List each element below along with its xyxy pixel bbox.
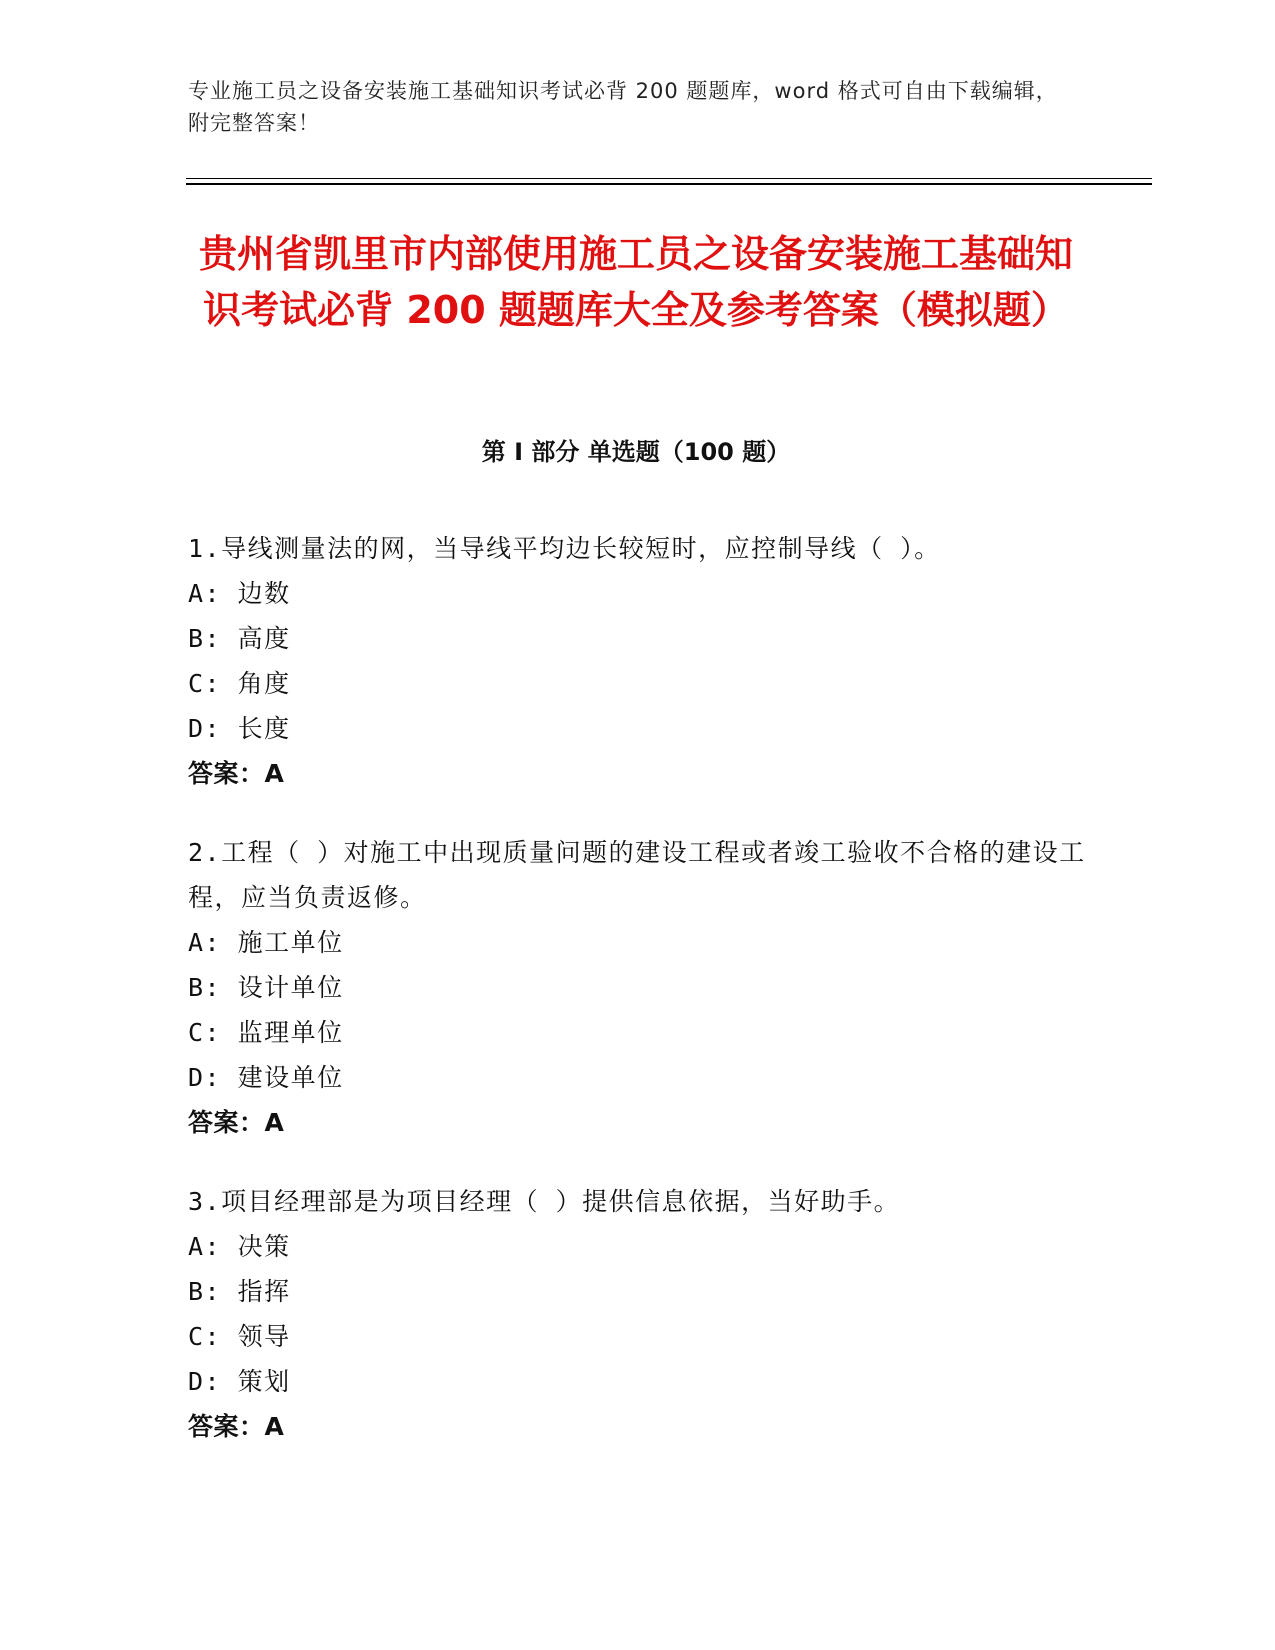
question-stem: 1.导线测量法的网，当导线平均边长较短时，应控制导线（ ）。 [188, 534, 941, 563]
answer: 答案：A [188, 1412, 285, 1441]
question-stem: 2.工程（ ）对施工中出现质量问题的建设工程或者竣工验收不合格的建设工程，应当负责返修。 [188, 838, 1086, 912]
document-title: 贵州省凯里市内部使用施工员之设备安装施工基础知识考试必背 200 题题库大全及参考答案（模拟题） [198, 232, 1073, 332]
option-b: B: 指挥 [188, 1277, 291, 1306]
option-c: C: 领导 [188, 1322, 291, 1351]
answer: 答案：A [188, 1108, 285, 1137]
question-1 [188, 526, 1088, 796]
option-d: D: 长度 [188, 714, 291, 743]
option-a: A: 决策 [188, 1232, 291, 1261]
header-divider-bottom [186, 183, 1152, 185]
answer: 答案：A [188, 759, 285, 788]
option-a: A: 施工单位 [188, 928, 344, 957]
header-divider-top [186, 178, 1152, 179]
question-3 [188, 1179, 1088, 1449]
question-2 [188, 830, 1088, 1145]
option-c: C: 角度 [188, 669, 291, 698]
option-b: B: 设计单位 [188, 973, 344, 1002]
option-c: C: 监理单位 [188, 1018, 344, 1047]
option-d: D: 建设单位 [188, 1063, 344, 1092]
option-a: A: 边数 [188, 579, 291, 608]
header-note: 专业施工员之设备安装施工基础知识考试必背 200 题题库，word 格式可自由下载编辑，附完整答案！ [188, 79, 1058, 135]
option-d: D: 策划 [188, 1367, 291, 1396]
section-heading: 第 I 部分 单选题（100 题） [481, 438, 791, 466]
option-b: B: 高度 [188, 624, 291, 653]
question-stem: 3.项目经理部是为项目经理（ ）提供信息依据，当好助手。 [188, 1187, 901, 1216]
question-list [188, 526, 1088, 1483]
